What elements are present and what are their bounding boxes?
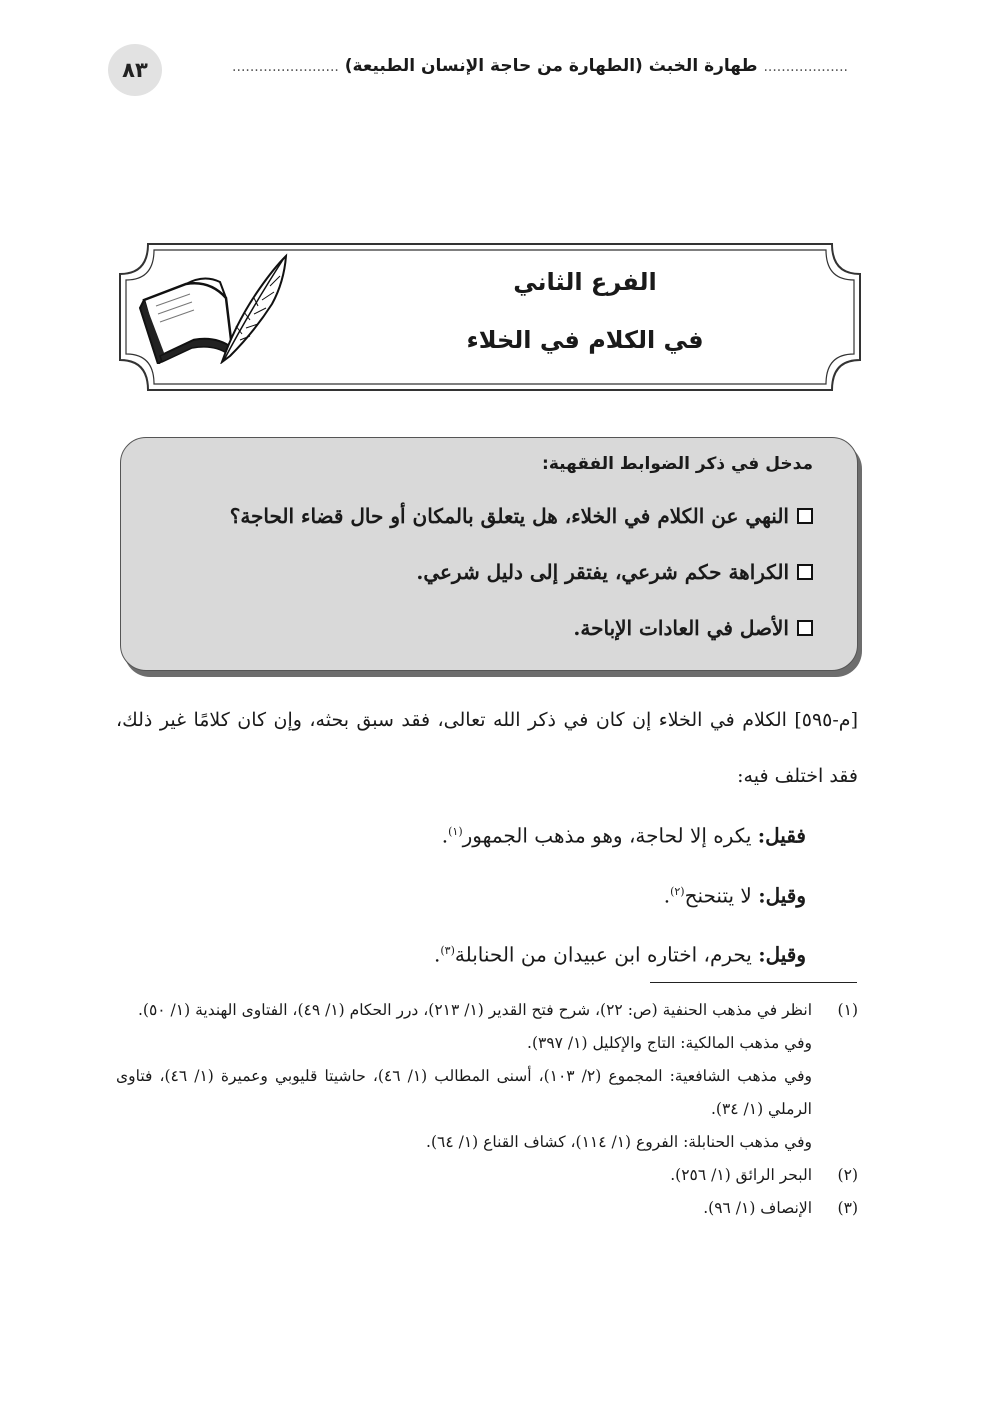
footnote-number: (١) [837,1001,858,1019]
footnote-line: وفي مذهب الحنابلة: الفروع (١/ ١١٤)، كشاف القناع (١/ ٦٤). [426,1133,812,1151]
footnote-line: الإنصاف (١/ ٩٦). [703,1199,812,1217]
footnote-ref[interactable]: (٣) [440,944,455,958]
opinion-text: لا يتنحنح [684,883,759,908]
principle-item [151,488,813,544]
footnote-line: وفي مذهب المالكية: التاج والإكليل (١/ ٣٩٧). [527,1034,812,1052]
opinion-lead: فقيل: [757,823,806,848]
opinion-end: . [663,883,671,908]
footnote-3 [116,1192,858,1225]
principle-text: الكراهة حكم شرعي، يفتقر إلى دليل شرعي. [416,560,789,584]
principles-heading: مدخل في ذكر الضوابط الفقهية: [542,454,813,474]
principle-item [151,544,813,600]
opinion-text: يحرم، اختاره ابن عبيدان من الحنابلة [454,942,759,967]
book-quill-icon [136,252,296,364]
page-number: ٨٣ [108,44,162,96]
running-title-text: طهارة الخبث (الطهارة من حاجة الإنسان الطبيعة) [344,56,758,76]
header-dots-right: ................... [763,59,848,75]
banner-title: الفرع الثاني [513,268,657,296]
opinion-lead: وقيل: [758,883,806,908]
running-header [108,44,848,96]
opinion-end: . [441,823,449,848]
opinion-lead: وقيل: [758,942,806,967]
footnote-line: انظر في مذهب الحنفية (ص: ٢٢)، شرح فتح القدير (١/ ٢١٣)، درر الحكام (١/ ٤٩)، الفتاوى الهندية (١/ ٥٠). [137,1001,812,1019]
principle-text: الأصل في العادات الإباحة. [573,616,789,640]
footnote-ref[interactable]: (٢) [670,884,685,898]
footnotes [116,994,858,1225]
opinion-line [116,923,858,983]
opinion-line [116,864,858,924]
checkbox-icon [797,564,813,580]
footnote-line: وفي مذهب الشافعية: المجموع (٢/ ١٠٣)، أسنى المطالب (١/ ٤٦)، حاشيتا قليوبي وعميرة (١/ ٤٦)، فتاوى الرملي (١/ ٣٤). [116,1067,812,1118]
principles-box [120,437,858,671]
checkbox-icon [797,508,813,524]
principle-text: النهي عن الكلام في الخلاء، هل يتعلق بالمكان أو حال قضاء الحاجة؟ [229,504,789,528]
footnote-1 [116,994,858,1159]
footnote-divider [650,982,857,983]
footnote-2 [116,1159,858,1192]
header-dots-left: ........................ [232,59,339,75]
footnote-number: (٣) [837,1199,858,1217]
footnote-line: البحر الرائق (١/ ٢٥٦). [670,1166,812,1184]
checkbox-icon [797,620,813,636]
footnote-ref[interactable]: (١) [448,825,463,838]
body-text [116,692,858,983]
footnote-number: (٢) [837,1166,858,1184]
chapter-banner [118,242,862,392]
intro-paragraph: [م-٥٩٥] الكلام في الخلاء إن كان في ذكر الله تعالى، فقد سبق بحثه، وإن كان كلامًا غير ذلك، فقد اختلف فيه: [116,709,858,787]
running-title [232,56,848,76]
principle-item [151,600,813,656]
opinion-line [116,804,858,864]
banner-subtitle: في الكلام في الخلاء [466,326,704,354]
opinion-end: . [434,942,441,967]
opinion-text: يكره إلا لحاجة، وهو مذهب الجمهور [462,823,758,848]
